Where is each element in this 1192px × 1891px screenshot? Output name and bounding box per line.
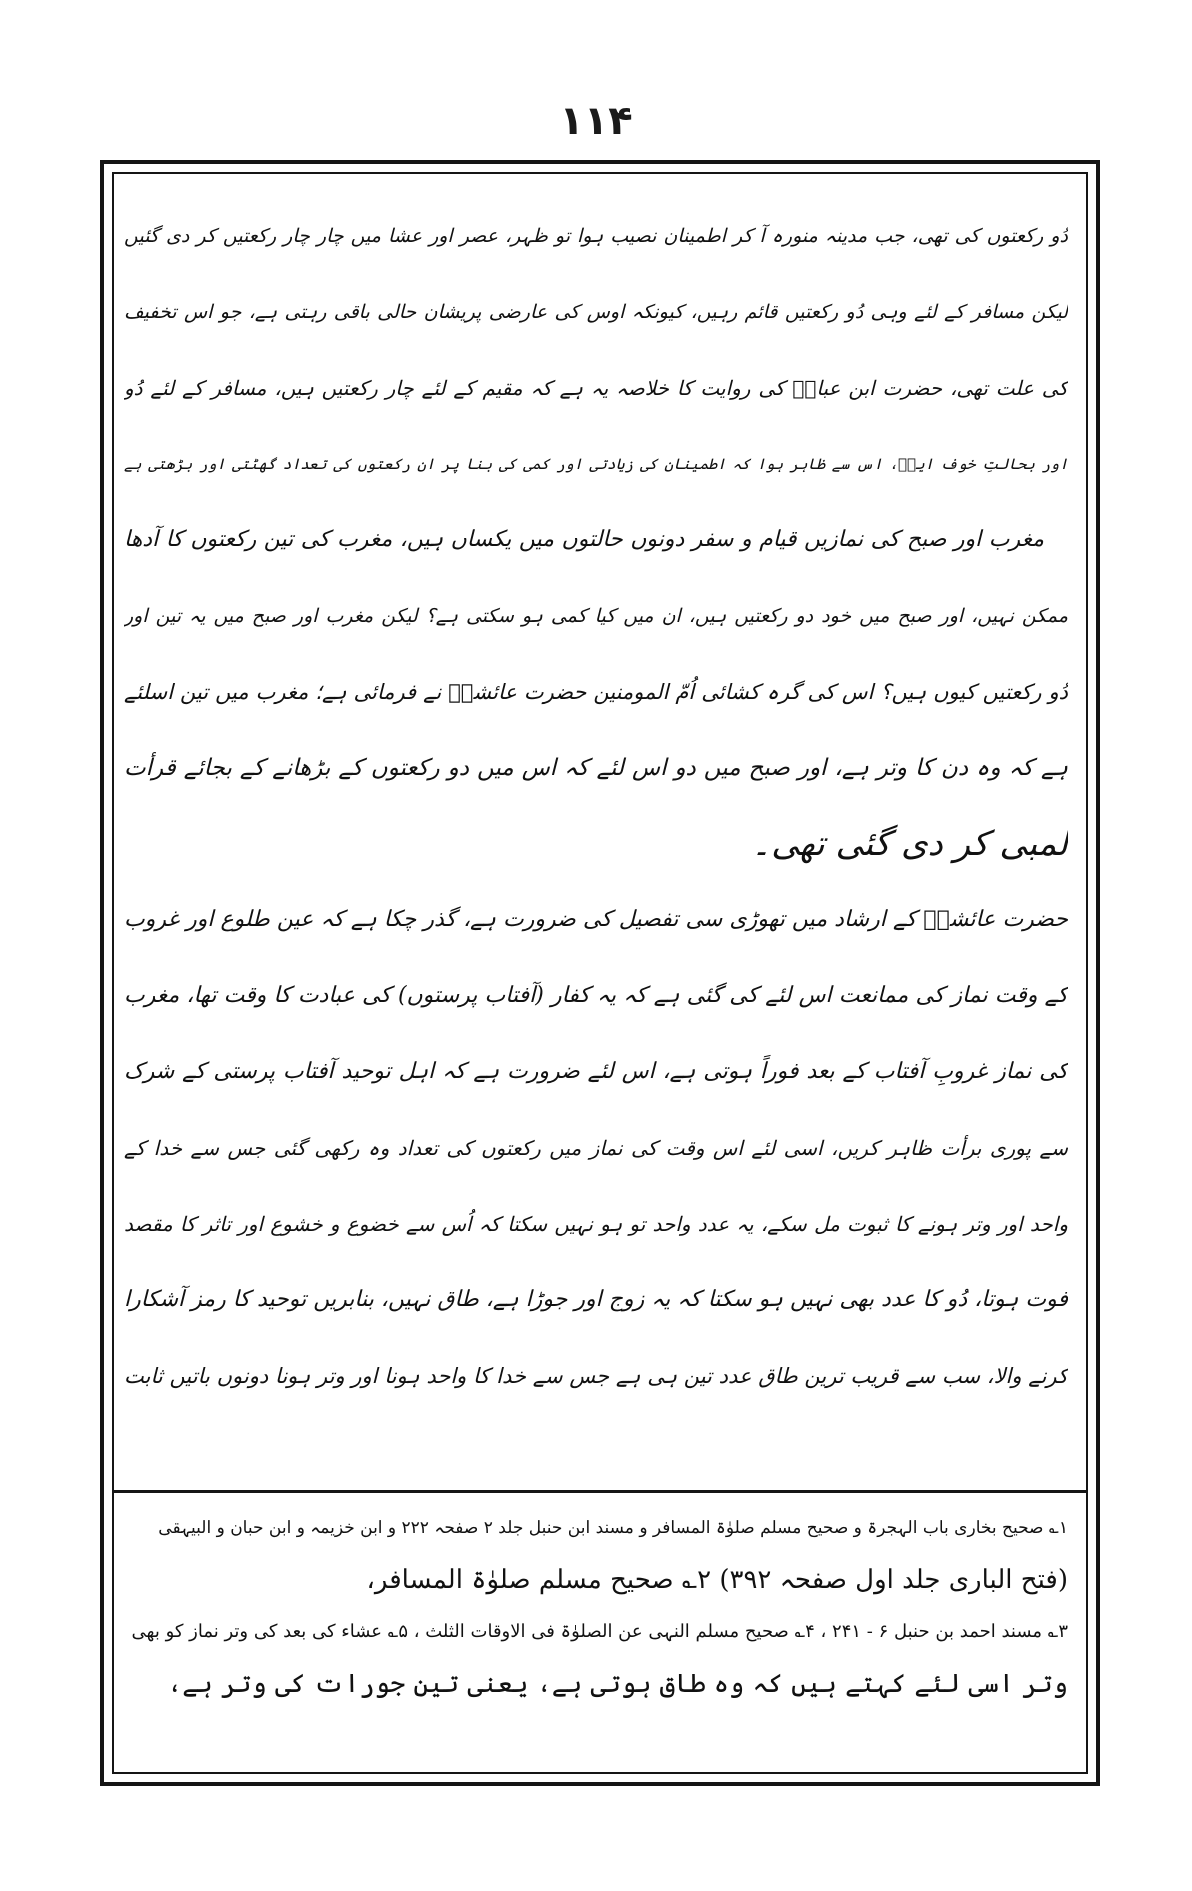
main-text: [124, 198, 1068, 1414]
text-line: کی علت تھی، حضرت ابن عباسؓ کی روایت کا خلاصہ یہ ہے کہ مقیم کے لئے چار رکعتیں ہیں، مسافر کے لئے دُو: [124, 376, 1068, 400]
footnote-line: وتر اسی لئے کہتے ہیں کہ وہ طاق ہوتی ہے، یعنی تین جورات کی وتر ہے،: [167, 1669, 1068, 1699]
footnote-line: ۱؎ صحیح بخاری باب الہجرۃ و صحیح مسلم صلوٰۃ المسافر و مسند ابن حنبل جلد ۲ صفحہ ۲۲۲ و ابن خزیمہ و ابن حبان و البیہقی: [158, 1518, 1068, 1538]
text-line: دُو رکعتوں کی تھی، جب مدینہ منورہ آ کر اطمینان نصیب ہوا تو ظہر، عصر اور عشا میں چار چار رکعتیں کر دی گئیں: [124, 225, 1068, 247]
text-line: لیکن مسافر کے لئے وہی دُو رکعتیں قائم رہیں، کیونکہ اوس کی عارضی پریشان حالی باقی رہتی ہے، جو اس تخفیف: [124, 301, 1068, 323]
footnote-line: ۳؎ مسند احمد بن حنبل ۶ - ۲۴۱ ، ۴؎ صحیح مسلم النہی عن الصلوٰۃ فی الاوقات الثلث ، ۵؎ عشاء کی بعد کی وتر نماز کو بھی: [131, 1621, 1068, 1642]
text-line: کی نماز غروبِ آفتاب کے بعد فوراً ہوتی ہے، اس لئے ضرورت ہے کہ اہل توحید آفتاب پرستی کے شرک: [124, 1059, 1068, 1084]
text-line: مغرب اور صبح کی نمازیں قیام و سفر دونوں حالتوں میں یکساں ہیں، مغرب کی تین رکعتوں کا آدھا: [124, 527, 1044, 552]
footnote-line: (فتح الباری جلد اول صفحہ ۳۹۲) ۲؎ صحیح مسلم صلوٰۃ المسافر،: [366, 1565, 1068, 1595]
footnotes: [124, 1502, 1068, 1710]
text-line: اور بحالتِ خوف ایکؓ، اس سے ظاہر ہوا کہ اطمینان کی زیادتی اور کمی کی بنا پر ان رکعتوں کی تعداد گھٹتی اور بڑھتی ہے: [124, 455, 1068, 473]
text-line: ہے کہ وہ دن کا وتر ہے، اور صبح میں دو اس لئے کہ اس میں دو رکعتوں کے بڑھانے کے بجائے قرأت: [124, 755, 1068, 781]
text-line: واحد اور وتر ہونے کا ثبوت مل سکے، یہ عدد واحد تو ہو نہیں سکتا کہ اُس سے خضوع و خشوع اور تاثر کا مقصد: [124, 1212, 1068, 1236]
text-line: حضرت عائشہؓ کے ارشاد میں تھوڑی سی تفصیل کی ضرورت ہے، گذر چکا ہے کہ عین طلوع اور غروب: [124, 907, 1068, 932]
text-line: فوت ہوتا، دُو کا عدد بھی نہیں ہو سکتا کہ یہ زوج اور جوڑا ہے، طاق نہیں، بنابریں توحید کا رمز آشکارا: [124, 1287, 1068, 1312]
page-number: ١١۴: [559, 98, 633, 144]
text-line: لمبی کر دی گئی تھی۔: [751, 824, 1068, 864]
text-line: کرنے والا، سب سے قریب ترین طاق عدد تین ہی ہے جس سے خدا کا واحد ہونا اور وتر ہونا دونوں باتیں ثابت: [124, 1364, 1068, 1388]
text-line: ممکن نہیں، اور صبح میں خود دو رکعتیں ہیں، ان میں کیا کمی ہو سکتی ہے؟ لیکن مغرب اور صبح میں یہ تین اور: [124, 605, 1068, 627]
text-line: کے وقت نماز کی ممانعت اس لئے کی گئی ہے کہ یہ کفار (آفتاب پرستوں) کی عبادت کا وقت تھا، مغرب: [124, 983, 1068, 1008]
footnote-separator: [114, 1490, 1086, 1493]
text-line: دُو رکعتیں کیوں ہیں؟ اس کی گرہ کشائی اُمّ المومنین حضرت عائشہؓ نے فرمائی ہے؛ مغرب میں تین اسلئے: [124, 680, 1068, 704]
text-line: سے پوری برأت ظاہر کریں، اسی لئے اس وقت کی نماز میں رکعتوں کی تعداد وہ رکھی گئی جس سے خدا کے: [124, 1136, 1068, 1160]
